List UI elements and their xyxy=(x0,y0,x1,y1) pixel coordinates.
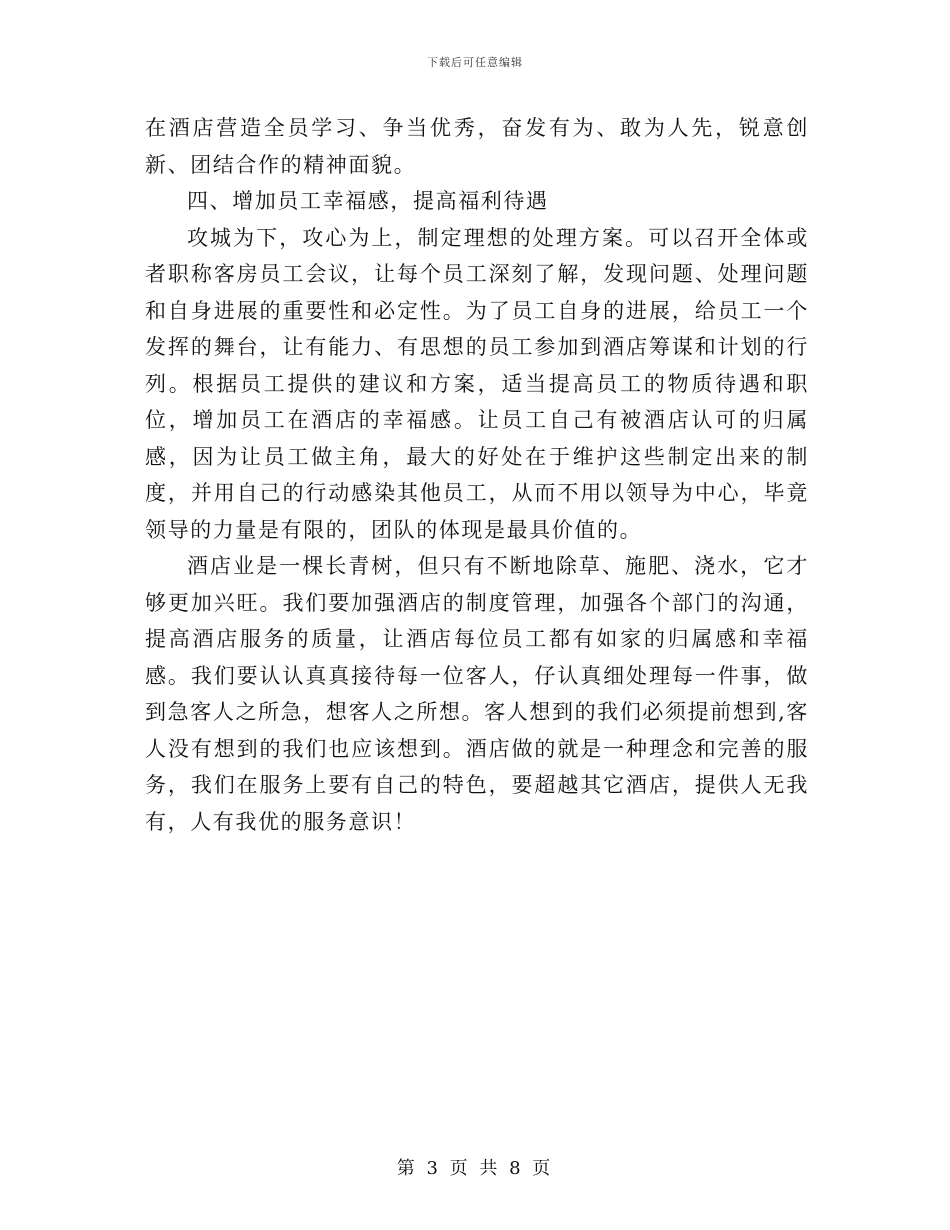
paragraph: 酒店业是一棵长青树，但只有不断地除草、施肥、浇水，它才够更加兴旺。我们要加强酒店的制度管理，加强各个部门的沟通，提高酒店服务的质量，让酒店每位员工都有如家的归属感和幸福感。我们要认认真真接待每一位客人，仔认真细处理每一件事，做到急客人之所急，想客人之所想。客人想到的我们必须提前想到,客人没有想到的我们也应该想到。酒店做的就是一种理念和完善的服务，我们在服务上要有自己的特色，要超越其它酒店，提供人无我有，人有我优的服务意识！ xyxy=(145,554,809,834)
page-header: 下载后可任意编辑 xyxy=(427,56,523,69)
page-number: 第 3 页 共 8 页 xyxy=(396,1158,554,1179)
document-body xyxy=(145,110,809,840)
paragraph: 攻城为下，攻心为上，制定理想的处理方案。可以召开全体或者职称客房员工会议，让每个员工深刻了解，发现问题、处理问题和自身进展的重要性和必定性。为了员工自身的进展，给员工一个发挥的舞台，让有能力、有思想的员工参加到酒店筹谋和计划的行列。根据员工提供的建议和方案，适当提高员工的物质待遇和职位，增加员工在酒店的幸福感。让员工自己有被酒店认可的归属感，因为让员工做主角，最大的好处在于维护这些制定出来的制度，并用自己的行动感染其他员工，从而不用以领导为中心，毕竟领导的力量是有限的，团队的体现是最具价值的。 xyxy=(145,225,809,542)
section-heading: 四、增加员工幸福感，提高福利待遇 xyxy=(187,189,549,213)
paragraph-continuation: 在酒店营造全员学习、争当优秀，奋发有为、敢为人先，锐意创新、团结合作的精神面貌。 xyxy=(145,116,809,177)
